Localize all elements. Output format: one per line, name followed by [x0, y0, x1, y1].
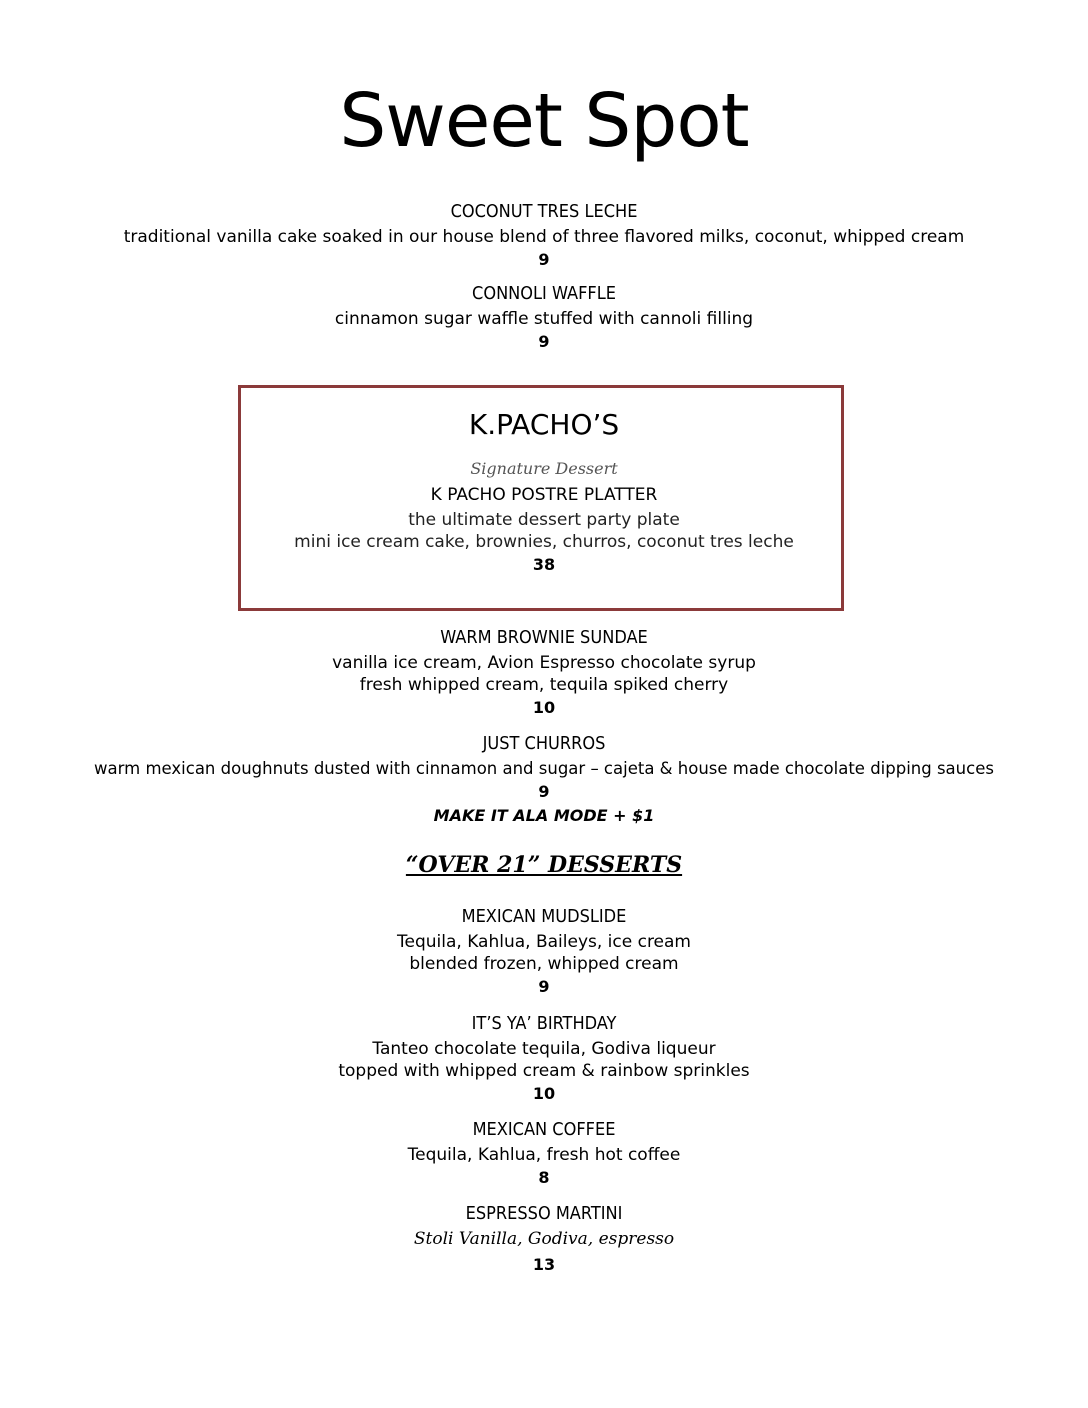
- item-desc-its-ya-birthday-2: topped with whipped cream & rainbow sprinkles: [338, 1061, 750, 1081]
- item-name-warm-brownie-sundae: WARM BROWNIE SUNDAE: [440, 627, 648, 648]
- featured-subtitle: Signature Dessert: [470, 459, 618, 478]
- menu-title: Sweet Spot: [339, 78, 749, 164]
- featured-desc-line1: the ultimate dessert party plate: [408, 510, 680, 530]
- item-name-connoli-waffle: CONNOLI WAFFLE: [472, 283, 616, 304]
- item-name-its-ya-birthday: IT’S YA’ BIRTHDAY: [471, 1013, 617, 1034]
- featured-item-name: K PACHO POSTRE PLATTER: [430, 485, 658, 505]
- item-price-its-ya-birthday: 10: [532, 1084, 556, 1103]
- item-desc-connoli-waffle: cinnamon sugar waffle stuffed with cannoli filling: [334, 309, 754, 329]
- featured-price: 38: [532, 555, 556, 574]
- section-title-over-21: “OVER 21” DESSERTS: [405, 852, 683, 878]
- item-price-connoli-waffle: 9: [538, 332, 550, 351]
- item-desc-its-ya-birthday-1: Tanteo chocolate tequila, Godiva liqueur: [372, 1039, 716, 1059]
- item-name-mexican-coffee: MEXICAN COFFEE: [472, 1119, 616, 1140]
- featured-desc-line2: mini ice cream cake, brownies, churros, coconut tres leche: [294, 532, 794, 552]
- item-addon-ala-mode: MAKE IT ALA MODE + $1: [433, 806, 655, 825]
- item-name-just-churros: JUST CHURROS: [482, 733, 606, 754]
- item-desc-mexican-coffee: Tequila, Kahlua, fresh hot coffee: [407, 1145, 681, 1165]
- featured-title: K.PACHO’S: [468, 408, 620, 441]
- item-desc-warm-brownie-sundae-1: vanilla ice cream, Avion Espresso chocolate syrup: [332, 653, 756, 673]
- item-name-espresso-martini: ESPRESSO MARTINI: [465, 1203, 623, 1224]
- item-desc-coconut-tres-leche: traditional vanilla cake soaked in our house blend of three flavored milks, coconut, whipped cream: [123, 227, 965, 247]
- item-desc-mexican-mudslide-2: blended frozen, whipped cream: [409, 954, 679, 974]
- item-name-mexican-mudslide: MEXICAN MUDSLIDE: [461, 906, 627, 927]
- item-price-warm-brownie-sundae: 10: [532, 698, 556, 717]
- item-price-espresso-martini: 13: [532, 1255, 556, 1274]
- item-price-mexican-coffee: 8: [538, 1168, 550, 1187]
- item-price-coconut-tres-leche: 9: [538, 250, 550, 269]
- item-desc-mexican-mudslide-1: Tequila, Kahlua, Baileys, ice cream: [397, 932, 691, 952]
- item-desc-espresso-martini: Stoli Vanilla, Godiva, espresso: [413, 1229, 675, 1249]
- item-price-mexican-mudslide: 9: [538, 977, 550, 996]
- item-price-just-churros: 9: [538, 782, 550, 801]
- item-desc-warm-brownie-sundae-2: fresh whipped cream, tequila spiked cherry: [359, 675, 729, 695]
- item-name-coconut-tres-leche: COCONUT TRES LECHE: [450, 201, 638, 222]
- item-desc-just-churros: warm mexican doughnuts dusted with cinnamon and sugar – cajeta & house made chocolate dipping sauces: [94, 759, 994, 778]
